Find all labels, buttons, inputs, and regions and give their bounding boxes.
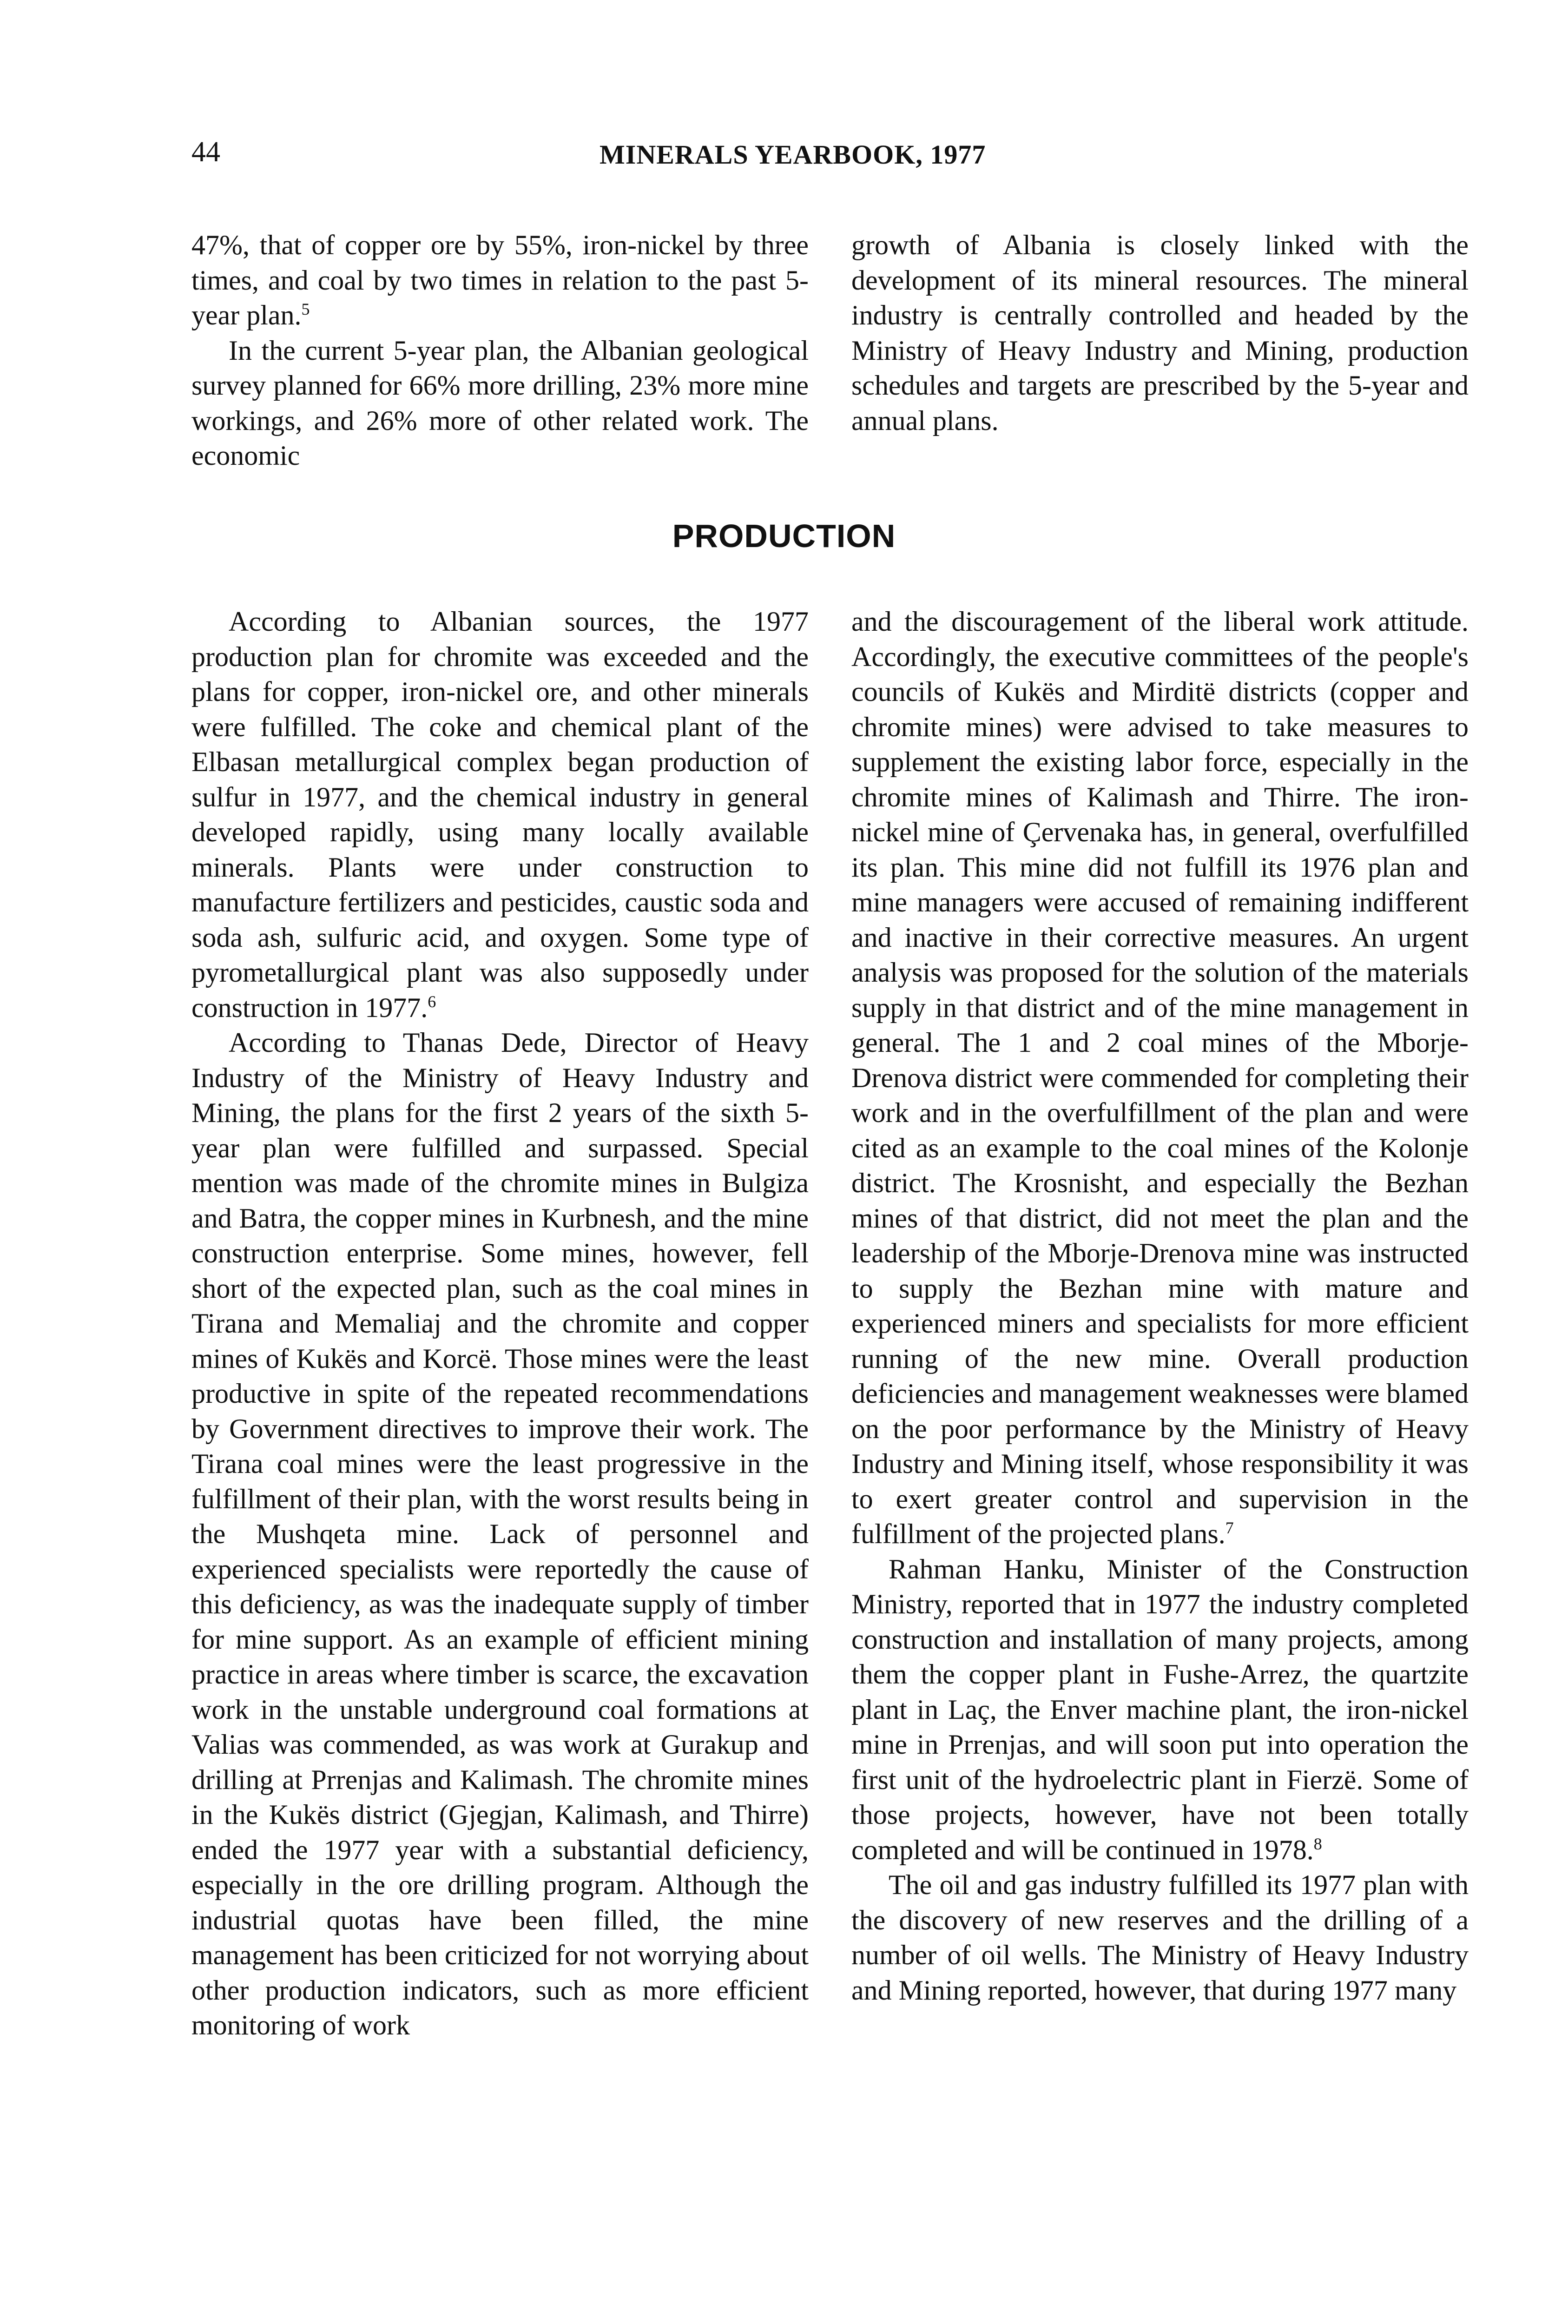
production-right-column	[851, 604, 1469, 2008]
paragraph	[851, 604, 1469, 1552]
footnote-marker[interactable]: 5	[301, 300, 310, 318]
paragraph	[191, 333, 809, 474]
section-heading-production: PRODUCTION	[672, 518, 896, 554]
paragraph-text: Rahman Hanku, Minister of the Construction Ministry, reported that in 1977 the industry completed construction and installation of many projects, among them the copper plant in Fushe-Arrez, the quartzite plant in Laç, the Enver machine plant, the iron-nickel mine in Prrenjas, and will soon put into operation the first unit of the hydroelectric plant in Fierzë. Some of those projects, however, have not been totally completed and will be continued in 1978.	[851, 1553, 1469, 1865]
paragraph-text: In the current 5-year plan, the Albanian geological survey planned for 66% more drilling, 23% more mine workings, and 26% more of other related work. The economic	[191, 335, 809, 471]
paragraph-text: According to Albanian sources, the 1977 production plan for chromite was exceeded and the plans for copper, iron-nickel ore, and other minerals were fulfilled. The coke and chemical plant of the Elbasan metallurgical complex began production of sulfur in 1977, and the chemical industry in general developed rapidly, using many locally available minerals. Plants were under construction to manufacture fertilizers and pesticides, caustic soda and soda ash, sulfuric acid, and oxygen. Some type of pyrometallurgical plant was also supposedly under construction in 1977.	[191, 606, 809, 1023]
paragraph	[851, 1868, 1469, 2008]
paragraph	[851, 1552, 1469, 1868]
paragraph-text: According to Thanas Dede, Director of Heavy Industry of the Ministry of Heavy Industry and Mining, the plans for the first 2 years of the sixth 5-year plan were fulfilled and surpassed. Special mention was made of the chromite mines in Bulgiza and Batra, the copper mines in Kurbnesh, and the mine construction enterprise. Some mines, however, fell short of the expected plan, such as the coal mines in Tirana and Memaliaj and the chromite and copper mines of Kukës and Korcë. Those mines were the least productive in spite of the repeated recommendations by Government directives to improve their work. The Tirana coal mines were the least progressive in the fulfillment of their plan, with the worst results being in the Mushqeta mine. Lack of personnel and experienced specialists were reportedly the cause of this deficiency, as was the inadequate supply of timber for mine support. As an example of efficient mining practice in areas where timber is scarce, the excavation work in the unstable underground coal formations at Valias was commended, as was work at Gurakup and drilling at Prrenjas and Kalimash. The chromite mines in the Kukës district (Gjegjan, Kalimash, and Thirre) ended the 1977 year with a substantial deficiency, especially in the ore drilling program. Although the industrial quotas have been filled, the mine management has been criticized for not worrying about other production indicators, such as more efficient monitoring of work	[191, 1027, 809, 2040]
paragraph-text: 47%, that of copper ore by 55%, iron-nickel by three times, and coal by two times in relation to the past 5-year plan.	[191, 230, 809, 330]
page-number: 44	[191, 136, 220, 168]
running-title: MINERALS YEARBOOK, 1977	[600, 139, 986, 170]
intro-right-column	[851, 228, 1469, 438]
intro-left-column	[191, 228, 809, 474]
production-left-column	[191, 604, 809, 2043]
paragraph	[191, 228, 809, 333]
paragraph-text: growth of Albania is closely linked with the development of its mineral resources. The mineral industry is centrally controlled and headed by the Ministry of Heavy Industry and Mining, production schedules and targets are prescribed by the 5-year and annual plans.	[851, 230, 1469, 436]
footnote-marker[interactable]: 7	[1225, 1519, 1234, 1537]
paragraph	[191, 604, 809, 1025]
footnote-marker[interactable]: 8	[1313, 1834, 1322, 1853]
paragraph-text: and the discouragement of the liberal work attitude. Accordingly, the executive committees of the people's councils of Kukës and Mirditë districts (copper and chromite mines) were advised to take measures to supplement the existing labor force, especially in the chromite mines of Kalimash and Thirre. The iron-nickel mine of Çervenaka has, in general, overfulfilled its plan. This mine did not fulfill its 1976 plan and mine managers were accused of remaining indifferent and inactive in their corrective measures. An urgent analysis was proposed for the solution of the materials supply in that district and of the mine management in general. The 1 and 2 coal mines of the Mborje-Drenova district were commended for completing their work and in the overfulfillment of the plan and were cited as an example to the coal mines of the Kolonje district. The Krosnisht, and especially the Bezhan mines of that district, did not meet the plan and the leadership of the Mborje-Drenova mine was instructed to supply the Bezhan mine with mature and experienced miners and specialists for more efficient running of the new mine. Overall production deficiencies and management weaknesses were blamed on the poor performance by the Ministry of Heavy Industry and Mining itself, whose responsibility it was to exert greater control and supervision in the fulfillment of the projected plans.	[851, 606, 1469, 1549]
paragraph	[191, 1025, 809, 2043]
footnote-marker[interactable]: 6	[428, 992, 436, 1011]
paragraph-text: The oil and gas industry fulfilled its 1977 plan with the discovery of new reserves and the drilling of a number of oil wells. The Ministry of Heavy Industry and Mining reported, however, that during 1977 many	[851, 1869, 1469, 2006]
paragraph	[851, 228, 1469, 438]
